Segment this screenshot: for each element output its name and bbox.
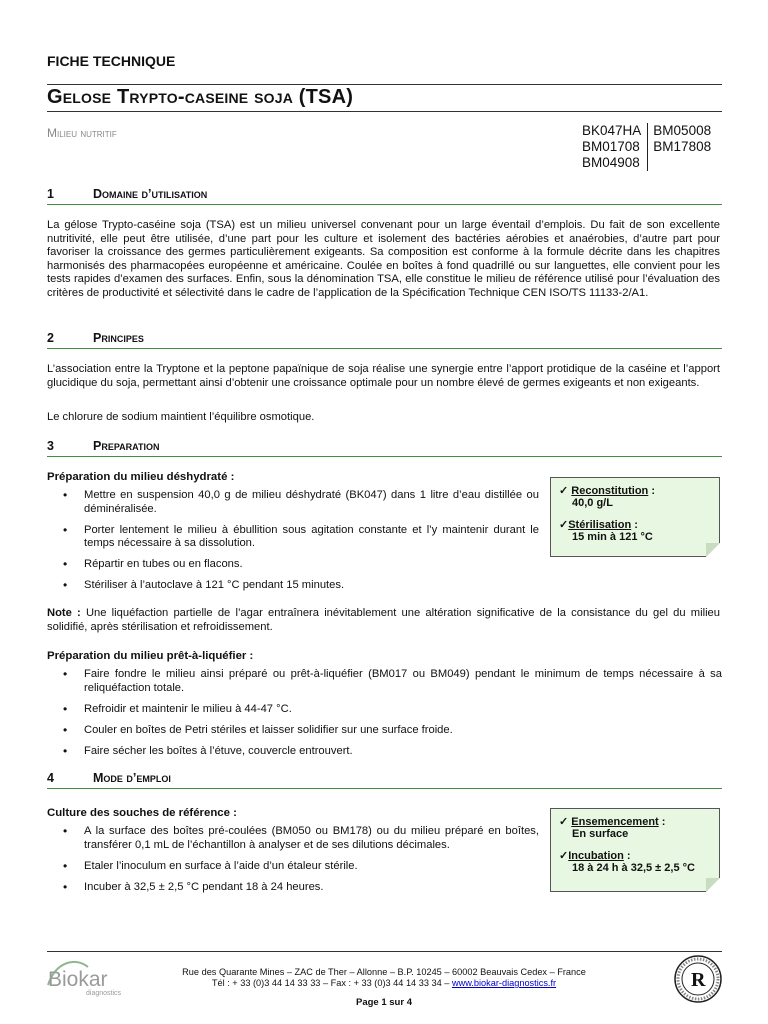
subheading-ready-to-melt: Préparation du milieu prêt-à-liquéfier :: [47, 650, 254, 662]
check-icon: ✓: [559, 816, 572, 828]
footer-rule: [47, 951, 722, 952]
check-icon: ✓: [559, 850, 569, 862]
page-number: Page 1 sur 4: [356, 997, 412, 1008]
references-right-column: [647, 123, 717, 171]
section-title: Mode d’emploi: [93, 771, 171, 785]
subheading-dehydrated: Préparation du milieu déshydraté :: [47, 471, 235, 483]
preparation-summary-box: [550, 477, 720, 557]
website-link[interactable]: www.biokar-diagnostics.fr: [451, 978, 557, 988]
reference-code: BM17808: [653, 139, 712, 154]
inoculation-item: ✓ Ensemencement : En surface: [559, 815, 713, 840]
list-item: • Etaler l’inoculum en surface à l’aide d’un étaleur stérile.: [63, 860, 539, 874]
subtitle: Milieu nutritif: [47, 126, 117, 140]
box-label: Reconstitution: [571, 485, 649, 497]
list-item: • Répartir en tubes ou en flacons.: [63, 558, 539, 572]
section-1-text: La gélose Trypto-caséine soja (TSA) est un milieu universel convenant pour un large éventail d’emplois. Du fait de son excellente nutritivité, elle peut être utilisée, d’une part pour les culture et isolement des bactéries aérobies et anaérobies, d’autre part pour favoriser la croissance des germes particulièrement exigeants. Sa composition est conforme à la formule décrite dans les chapitres harmonisés des pharmacopées européenne et américaine. Coulée en boîtes à fond quadrillé ou sur languettes, elle convient pour les tests rapides d’examen des surfaces. Enfin, sous la dénomination TSA, elle constitue le milieu de référence utilisé pour l’évaluation des critères de productivité et sélectivité dans le cadre de l’application de la Spécification Technique CEN ISO/TS 11133-2/A1.: [47, 219, 720, 299]
section-title: Preparation: [93, 439, 160, 453]
title-rule: [47, 111, 722, 112]
reference-code: BM04908: [582, 155, 640, 170]
footer-address: [120, 967, 648, 989]
section-heading-4: [47, 771, 722, 789]
list-item: • Incuber à 32,5 ± 2,5 °C pendant 18 à 24 heures.: [63, 881, 539, 895]
section-title: Principes: [93, 331, 144, 345]
section-number: 4: [47, 771, 54, 785]
list-item: • Refroidir et maintenir le milieu à 44-47 °C.: [63, 703, 722, 717]
sterilisation-item: ✓Stérilisation : 15 min à 121 °C: [559, 518, 713, 543]
header-rule: [47, 84, 722, 85]
note-label: Note :: [47, 607, 81, 619]
references-left-column: [582, 123, 647, 171]
box-label: Ensemencement: [571, 816, 659, 828]
list-item: • A la surface des boîtes pré-coulées (BM050 ou BM178) ou du milieu préparé en boîtes, transférer 0,1 mL de l’échantillon à analyser et de ses dilutions décimales.: [63, 825, 539, 852]
page-title: Gelose Trypto-caseine soja (TSA): [47, 86, 354, 108]
incubation-item: ✓Incubation : 18 à 24 h à 32,5 ± 2,5 °C: [559, 849, 713, 874]
box-value: 15 min à 121 °C: [572, 531, 653, 543]
dehydrated-steps-list: [63, 489, 539, 601]
section-heading-1: [47, 187, 722, 205]
biokar-logo-graphic: [42, 955, 132, 1001]
reference-code: BM01708: [582, 139, 640, 154]
section-number: 1: [47, 187, 54, 201]
list-item: • Porter lentement le milieu à ébullition sous agitation constante et l’y maintenir durant le temps nécessaire à sa dissolution.: [63, 524, 539, 551]
box-value: 40,0 g/L: [572, 497, 613, 509]
box-label: Incubation: [568, 850, 624, 862]
list-item: • Couler en boîtes de Petri stériles et laisser solidifier sur une surface froide.: [63, 724, 722, 738]
section-title: Domaine d’utilisation: [93, 187, 208, 201]
phone-fax: Tél : + 33 (0)3 44 14 33 33 – Fax : + 33 (0)3 44 14 33 34 –: [211, 978, 452, 988]
address-line: Rue des Quarante Mines – ZAC de Ther – Allonne – B.P. 10245 – 60002 Beauvais Cedex – France: [182, 967, 586, 977]
section-number: 2: [47, 331, 54, 345]
note-text: Une liquéfaction partielle de l’agar entraînera inévitablement une altération significative de la consistance du gel du milieu solidifié, après stérilisation et refroidissement.: [47, 607, 720, 633]
contact-line: [120, 978, 648, 989]
section-heading-3: [47, 439, 722, 457]
section-2-text: L’association entre la Tryptone et la peptone papaïnique de soja réalise une synergie entre l’apport protidique de la caséine et l’apport glucidique du soja, permettant ainsi d’obtenir une croissance optimale pour un nombre élevé de germes exigeants et non exigeants.: [47, 363, 720, 389]
logo-subtext: diagnostics: [86, 990, 122, 997]
reconstitution-item: ✓ Reconstitution : 40,0 g/L: [559, 484, 713, 509]
check-icon: ✓: [559, 485, 572, 497]
box-value: En surface: [572, 828, 629, 840]
section-number: 3: [47, 439, 54, 453]
list-item: • Faire sécher les boîtes à l’étuve, couvercle entrouvert.: [63, 745, 722, 759]
list-item: • Mettre en suspension 40,0 g de milieu déshydraté (BK047) dans 1 litre d’eau distillée ou déminéralisée.: [63, 489, 539, 516]
reference-code: BK047HA: [582, 123, 642, 138]
biokar-logo: [42, 955, 132, 1001]
section-2-text-2: Le chlorure de sodium maintient l’équilibre osmotique.: [47, 411, 315, 423]
box-value: 18 à 24 h à 32,5 ± 2,5 °C: [572, 862, 695, 874]
subheading-reference-strains: Culture des souches de référence :: [47, 807, 237, 819]
section-heading-2: [47, 331, 722, 349]
usage-summary-box: [550, 808, 720, 892]
document-type-label: FICHE TECHNIQUE: [47, 53, 176, 69]
list-item: • Faire fondre le milieu ainsi préparé ou prêt-à-liquéfier (BM017 ou BM049) pendant le minimum de temps nécessaire à sa reliquéfaction totale.: [63, 668, 722, 695]
folded-corner: [706, 878, 720, 892]
box-label: Stérilisation: [568, 519, 632, 531]
svg-text:R: R: [691, 969, 706, 991]
check-icon: ✓: [559, 519, 569, 531]
product-references: [582, 123, 717, 171]
preparation-note: [47, 607, 720, 634]
culture-steps-list: [63, 825, 539, 902]
reference-code: BM05008: [653, 123, 712, 138]
ready-to-melt-steps-list: [63, 668, 722, 766]
folded-corner: [706, 543, 720, 557]
logo-wordmark: Biokar: [48, 968, 108, 991]
list-item: • Stériliser à l’autoclave à 121 °C pendant 15 minutes.: [63, 579, 539, 593]
